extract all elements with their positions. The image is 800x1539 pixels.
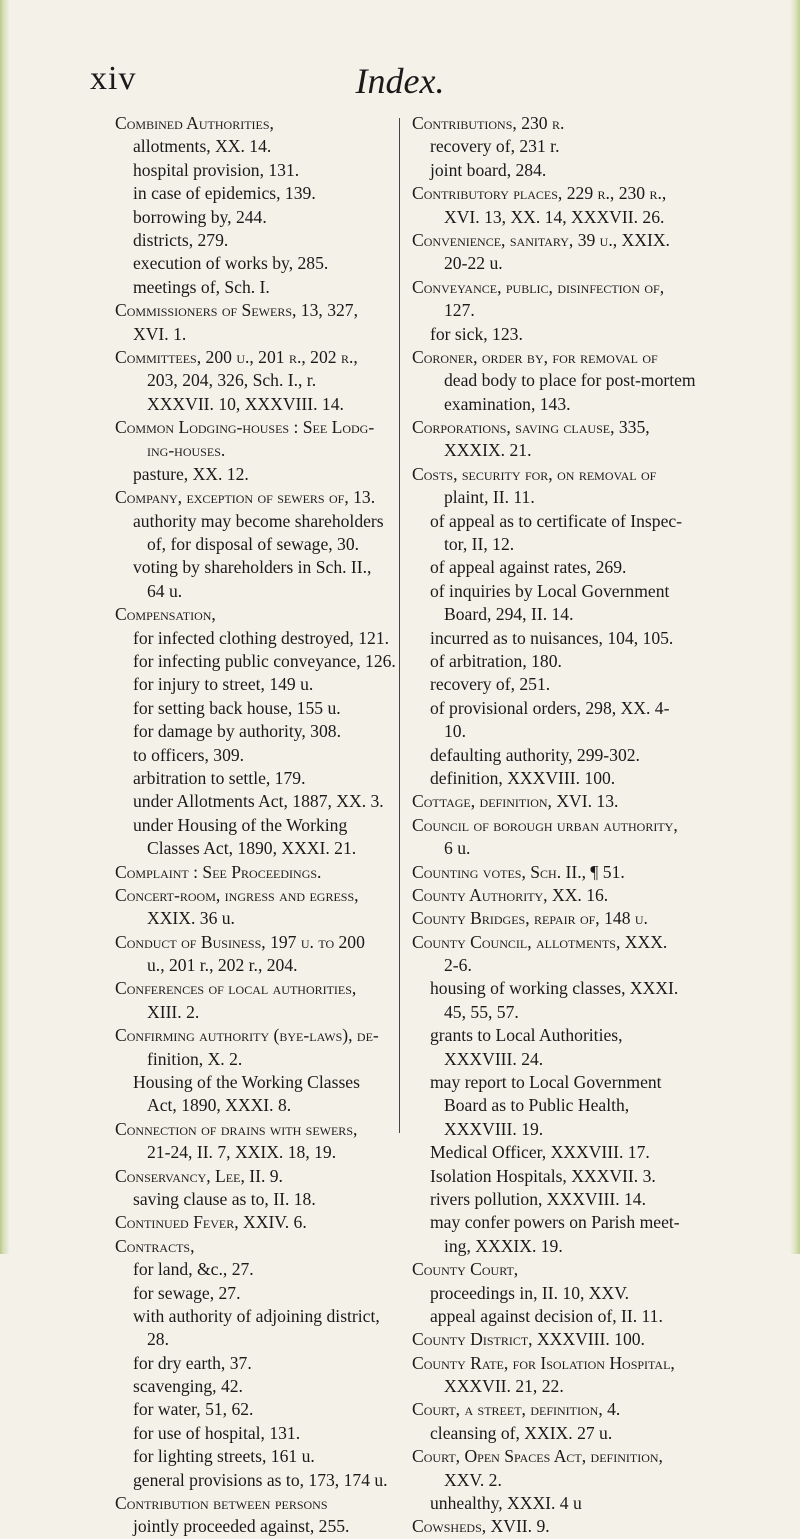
index-heading: Cowsheds, XVII. 9. [412,1516,550,1537]
index-subentry: of appeal against rates, 269. [430,557,627,578]
index-subentry: jointly proceeded against, 255. [133,1516,350,1537]
index-subentry: XXXIX. 21. [444,440,532,461]
index-subentry: definition, XXXVIII. 100. [430,767,616,788]
index-subentry: plaint, II. 11. [444,487,535,508]
index-subentry: 28. [147,1329,169,1350]
index-subentry: scavenging, 42. [133,1376,243,1397]
index-subentry: voting by shareholders in Sch. II., [133,557,372,578]
index-heading: Contracts, [115,1235,195,1256]
index-heading: Common Lodging-houses : See Lodg- [115,417,375,438]
index-heading: Court, a street, definition, 4. [412,1399,621,1420]
index-subentry: authority may become shareholders [133,510,384,531]
page-header [0,60,800,110]
index-subentry: for land, &c., 27. [133,1259,254,1280]
index-heading: County Bridges, repair of, 148 u. [412,908,648,929]
page-number: xiv [90,60,137,97]
index-subentry: of appeal as to certificate of Inspec- [430,510,683,531]
index-subentry: Board, 294, II. 14. [444,604,574,625]
index-subentry: Act, 1890, XXXI. 8. [147,1095,292,1116]
index-heading: County Rate, for Isolation Hospital, [412,1352,675,1373]
index-subentry: for injury to street, 149 u. [133,674,314,695]
index-heading: Conservancy, Lee, II. 9. [115,1165,283,1186]
index-subentry: saving clause as to, II. 18. [133,1188,316,1209]
index-subentry: of arbitration, 180. [430,650,562,671]
index-subentry: meetings of, Sch. I. [133,276,270,297]
index-subentry: 20-22 u. [444,253,503,274]
index-subentry: under Allotments Act, 1887, XX. 3. [133,791,384,812]
index-subentry: 45, 55, 57. [444,1001,519,1022]
index-heading: County Court, [412,1259,519,1280]
index-heading: Connection of drains with sewers, [115,1118,358,1139]
index-subentry: for lighting streets, 161 u. [133,1446,315,1467]
index-heading: Contributions, 230 r. [412,113,565,133]
index-heading: Cottage, definition, XVI. 13. [412,791,619,812]
index-heading: Conferences of local authorities, [115,978,357,999]
index-subentry: borrowing by, 244. [133,206,267,227]
index-subentry: recovery of, 231 r. [430,136,560,157]
index-subentry: u., 201 r., 202 r., 204. [147,955,298,976]
index-heading: Convenience, sanitary, 39 u., XXIX. [412,229,670,250]
index-heading: Concert-room, ingress and egress, [115,884,359,905]
index-subentry: of provisional orders, 298, XX. 4- [430,697,670,718]
index-subentry: general provisions as to, 173, 174 u. [133,1469,388,1490]
index-heading: Combined Authorities, [115,113,274,133]
page-title: Index. [355,61,445,101]
index-subentry: cleansing of, XXIX. 27 u. [430,1422,613,1443]
index-subentry: grants to Local Authorities, [430,1025,623,1046]
column-divider [399,118,400,1133]
index-heading: Conduct of Business, 197 u. to 200 [115,931,365,952]
index-heading: Contributory places, 229 r., 230 r., [412,183,667,204]
index-subentry: Classes Act, 1890, XXXI. 21. [147,838,357,859]
index-heading: Confirming authority (bye-laws), de- [115,1025,379,1046]
index-subentry: for sewage, 27. [133,1282,241,1303]
index-heading: Contribution between persons [115,1493,328,1514]
index-subentry: districts, 279. [133,229,229,250]
index-subentry: proceedings in, II. 10, XXV. [430,1282,630,1303]
index-heading: Compensation, [115,604,216,625]
index-subentry: 21-24, II. 7, XXIX. 18, 19. [147,1142,337,1163]
index-subentry: to officers, 309. [133,744,245,765]
index-subentry: in case of epidemics, 139. [133,183,316,204]
index-subentry: tor, II, 12. [444,534,515,555]
index-subentry: examination, 143. [444,393,571,414]
index-subentry: XVI. 1. [133,323,187,344]
index-subentry: XXXVII. 10, XXXVIII. 14. [147,393,344,414]
index-heading: County District, XXXVIII. 100. [412,1329,645,1350]
page-edge-left [0,0,9,1254]
index-subentry: execution of works by, 285. [133,253,329,274]
index-heading: Conveyance, public, disinfection of, [412,276,665,297]
index-heading: County Authority, XX. 16. [412,884,609,905]
index-subentry: for dry earth, 37. [133,1352,252,1373]
index-subentry: 127. [444,300,475,321]
index-subentry: for infecting public conveyance, 126. [133,650,396,671]
index-subentry: 6 u. [444,838,471,859]
page-edge-right [790,0,800,1254]
index-heading: Commissioners of Sewers, 13, 327, [115,300,358,321]
index-subentry: dead body to place for post-mortem [444,370,696,391]
index-subentry: under Housing of the Working [133,814,348,835]
index-subentry: for use of hospital, 131. [133,1422,301,1443]
index-heading: Counting votes, Sch. II., ¶ 51. [412,861,625,882]
index-subentry: incurred as to nuisances, 104, 105. [430,627,674,648]
index-heading: County Council, allotments, XXX. [412,931,668,952]
index-subentry: Isolation Hospitals, XXXVII. 3. [430,1165,656,1186]
index-subentry: ing, XXXIX. 19. [444,1235,563,1256]
index-subentry: ing-houses. [147,440,226,461]
index-subentry: XXV. 2. [444,1469,502,1490]
index-subentry: XIII. 2. [147,1001,200,1022]
index-subentry: finition, X. 2. [147,1048,243,1069]
index-subentry: of inquiries by Local Government [430,580,670,601]
index-subentry: XXXVIII. 24. [444,1048,544,1069]
index-subentry: XVI. 13, XX. 14, XXXVII. 26. [444,206,665,227]
index-heading: Court, Open Spaces Act, definition, [412,1446,663,1467]
index-subentry: may report to Local Government [430,1072,662,1093]
index-subentry: Housing of the Working Classes [133,1072,360,1093]
index-subentry: 2-6. [444,955,472,976]
index-subentry: Medical Officer, XXXVIII. 17. [430,1142,650,1163]
index-subentry: pasture, XX. 12. [133,463,249,484]
index-subentry: 203, 204, 326, Sch. I., r. [147,370,317,391]
index-subentry: Board as to Public Health, [444,1095,630,1116]
index-subentry: with authority of adjoining district, [133,1305,380,1326]
index-heading: Corporations, saving clause, 335, [412,417,650,438]
index-subentry: for infected clothing destroyed, 121. [133,627,390,648]
index-subentry: 10. [444,721,466,742]
index-subentry: for damage by authority, 308. [133,721,341,742]
index-subentry: for setting back house, 155 u. [133,697,341,718]
index-heading: Costs, security for, on removal of [412,463,657,484]
index-subentry: may confer powers on Parish meet- [430,1212,680,1233]
index-heading: Complaint : See Proceedings. [115,861,322,882]
index-heading: Coroner, order by, for removal of [412,346,658,367]
index-subentry: 64 u. [147,580,183,601]
index-heading: Continued Fever, XXIV. 6. [115,1212,307,1233]
index-subentry: allotments, XX. 14. [133,136,272,157]
index-subentry: XXXVIII. 19. [444,1118,544,1139]
index-heading: Committees, 200 u., 201 r., 202 r., [115,346,358,367]
index-subentry: housing of working classes, XXXI. [430,978,679,999]
index-subentry: for water, 51, 62. [133,1399,254,1420]
index-subentry: unhealthy, XXXI. 4 u [430,1493,582,1514]
index-column-right [412,112,732,1539]
index-subentry: XXIX. 36 u. [147,908,235,929]
index-subentry: for sick, 123. [430,323,523,344]
index-subentry: appeal against decision of, II. 11. [430,1305,663,1326]
index-heading: Council of borough urban authority, [412,814,678,835]
index-subentry: rivers pollution, XXXVIII. 14. [430,1188,646,1209]
index-subentry: XXXVII. 21, 22. [444,1376,564,1397]
index-subentry: joint board, 284. [430,159,547,180]
index-column-left [115,112,435,1539]
index-subentry: recovery of, 251. [430,674,551,695]
index-heading: Company, exception of sewers of, 13. [115,487,376,508]
index-subentry: hospital provision, 131. [133,159,300,180]
index-subentry: defaulting authority, 299-302. [430,744,640,765]
index-subentry: arbitration to settle, 179. [133,767,306,788]
index-subentry: of, for disposal of sewage, 30. [147,534,360,555]
